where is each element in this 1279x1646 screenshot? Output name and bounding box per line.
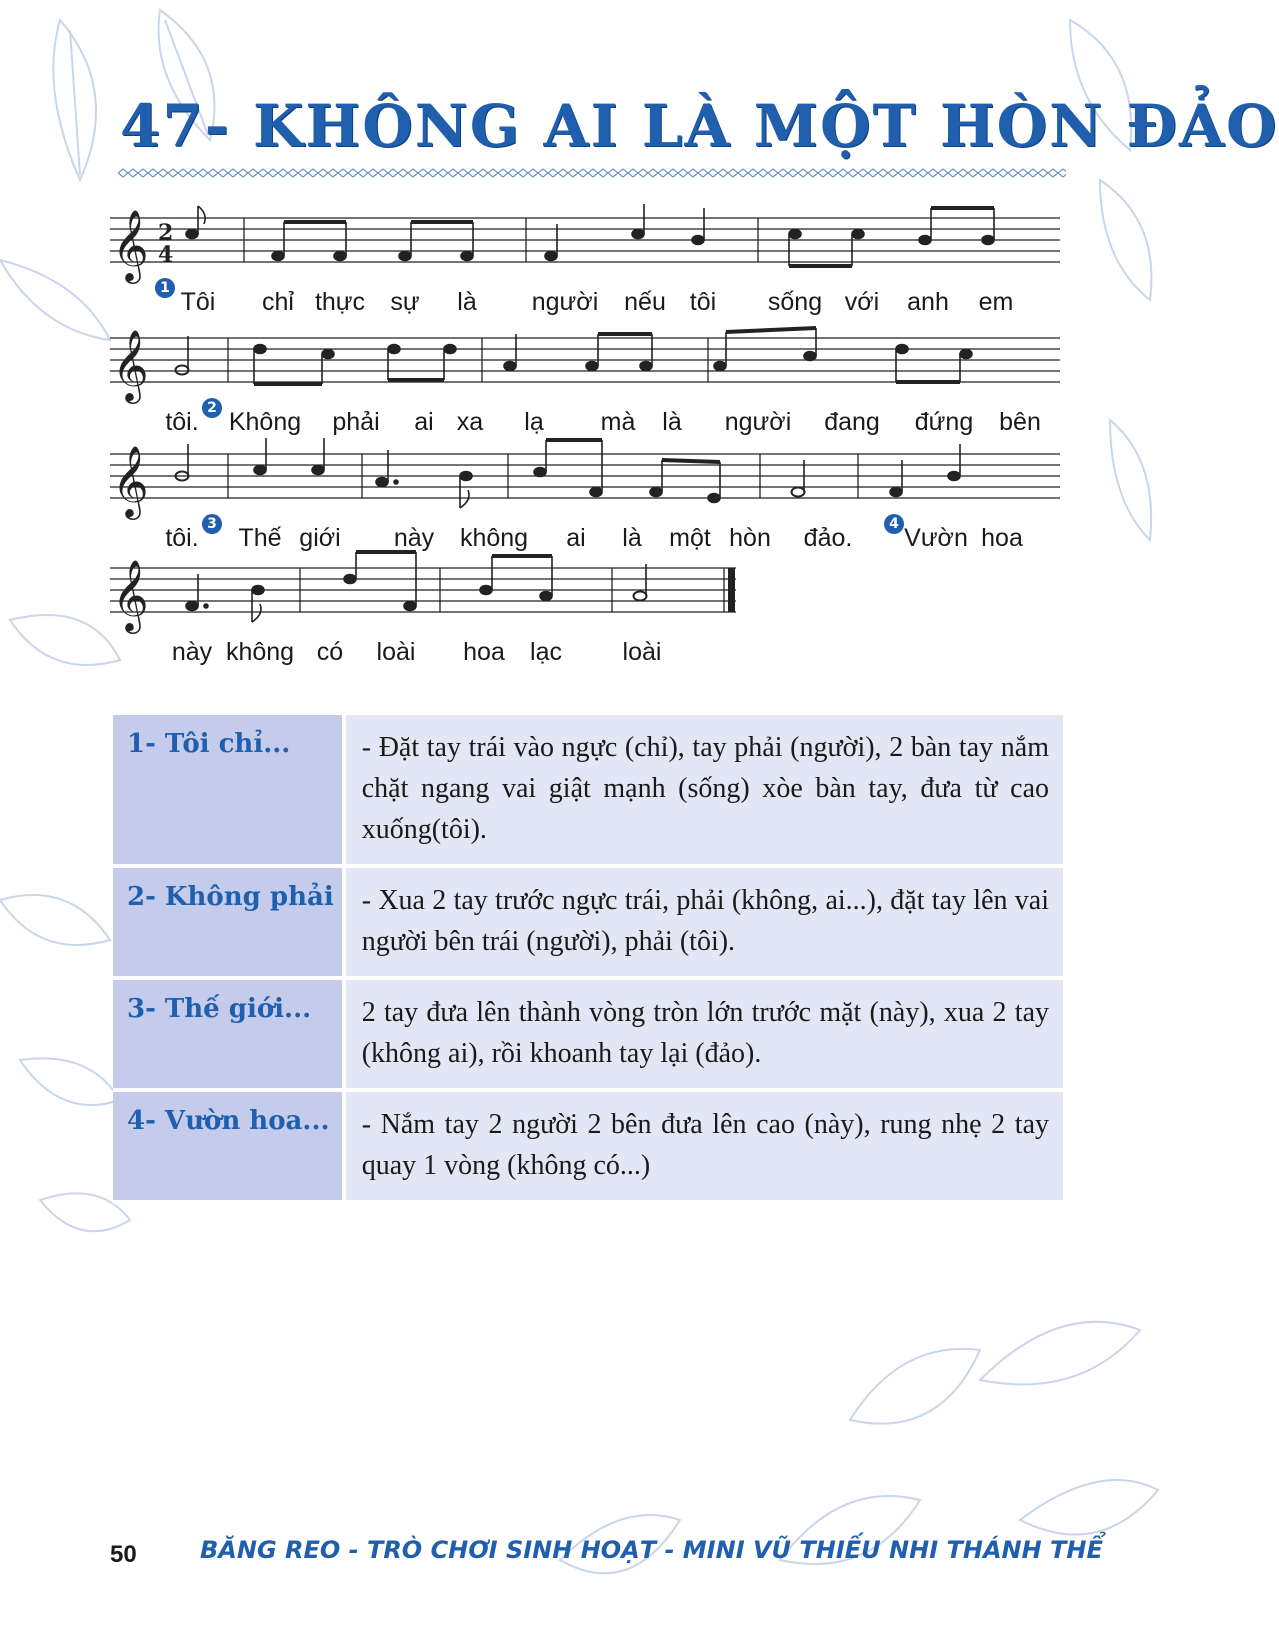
lyric-syllable: có bbox=[316, 638, 344, 666]
lyric-syllable: đang bbox=[824, 408, 880, 436]
verse-marker-3: 3 bbox=[202, 514, 222, 534]
music-staff-2 bbox=[110, 316, 1060, 436]
lyric-syllable: không bbox=[225, 638, 295, 666]
page-number: 50 bbox=[110, 1541, 137, 1568]
lyric-syllable: sự bbox=[390, 288, 420, 316]
music-staff-4 bbox=[110, 546, 760, 666]
song-title: 47- KHÔNG AI LÀ MỘT HÒN ĐẢO bbox=[120, 92, 1279, 160]
lyric-syllable: anh bbox=[907, 288, 949, 316]
action-label: 3- Thế giới... bbox=[113, 980, 346, 1092]
action-row-2 bbox=[113, 868, 1063, 980]
footer-book-title: BĂNG REO - TRÒ CHƠI SINH HOẠT - MINI VŨ THIẾU NHI THÁNH THỂ bbox=[200, 1536, 1103, 1564]
action-row-4 bbox=[113, 1092, 1063, 1204]
title-underline-decoration bbox=[118, 168, 1066, 178]
lyric-syllable: Vườn bbox=[904, 524, 968, 552]
lyric-syllable: lạc bbox=[530, 638, 562, 666]
lyric-syllable: là bbox=[622, 524, 642, 552]
action-row-3 bbox=[113, 980, 1063, 1092]
lyric-syllable: đảo. bbox=[803, 524, 853, 552]
lyric-syllable: người bbox=[724, 408, 792, 436]
lyric-syllable: ai bbox=[566, 524, 586, 552]
action-description: - Đặt tay trái vào ngực (chỉ), tay phải (người), 2 bàn tay nắm chặt ngang vai giật mạnh (sống) xòe bàn tay, đưa từ cao xuống(tôi). bbox=[346, 715, 1063, 868]
lyrics-line-1 bbox=[110, 196, 1060, 316]
action-description: - Xua 2 tay trước ngực trái, phải (không, ai...), đặt tay lên vai người bên trái (người), phải (tôi). bbox=[346, 868, 1063, 980]
lyric-syllable: nếu bbox=[624, 288, 666, 316]
action-label: 2- Không phải bbox=[113, 868, 346, 980]
lyric-syllable: ai bbox=[414, 408, 434, 436]
lyric-syllable: giới bbox=[299, 524, 341, 552]
lyric-syllable: hoa bbox=[463, 638, 505, 666]
lyric-syllable: với bbox=[844, 288, 880, 316]
lyric-syllable: tôi. bbox=[165, 524, 199, 552]
lyric-syllable: chỉ bbox=[262, 288, 294, 316]
treble-clef-icon: 𝄞 bbox=[112, 558, 149, 631]
verse-marker-1: 1 bbox=[155, 278, 175, 298]
time-signature-bottom: 4 bbox=[158, 242, 174, 268]
lyric-syllable: hoa bbox=[981, 524, 1023, 552]
lyric-syllable: tôi. bbox=[165, 408, 199, 436]
lyric-syllable: bên bbox=[999, 408, 1041, 436]
lyric-syllable: hòn bbox=[729, 524, 771, 552]
lyric-syllable: loài bbox=[376, 638, 416, 666]
actions-table bbox=[113, 715, 1063, 1204]
verse-marker-4: 4 bbox=[884, 514, 904, 534]
lyric-syllable: Tôi bbox=[180, 288, 216, 316]
lyric-syllable: xa bbox=[456, 408, 484, 436]
lyric-syllable: mà bbox=[600, 408, 636, 436]
lyric-syllable: thực bbox=[314, 288, 366, 316]
lyric-syllable: sống bbox=[767, 288, 823, 316]
treble-clef-icon: 𝄞 bbox=[112, 328, 149, 401]
lyric-syllable: lạ bbox=[524, 408, 544, 436]
lyric-syllable: phải bbox=[332, 408, 380, 436]
lyric-syllable: em bbox=[978, 288, 1014, 316]
time-signature-top: 2 bbox=[158, 220, 174, 246]
action-description: 2 tay đưa lên thành vòng tròn lớn trước mặt (này), xua 2 tay (không ai), rồi khoanh tay lại (đảo). bbox=[346, 980, 1063, 1092]
lyric-syllable: loài bbox=[622, 638, 662, 666]
action-label: 4- Vườn hoa... bbox=[113, 1092, 346, 1204]
verse-marker-2: 2 bbox=[202, 398, 222, 418]
treble-clef-icon: 𝄞 bbox=[112, 208, 149, 281]
lyric-syllable: này bbox=[171, 638, 213, 666]
lyric-syllable: người bbox=[531, 288, 599, 316]
lyric-syllable: là bbox=[662, 408, 682, 436]
action-label: 1- Tôi chỉ... bbox=[113, 715, 346, 868]
lyric-syllable: một bbox=[669, 524, 711, 552]
lyric-syllable: này bbox=[393, 524, 435, 552]
treble-clef-icon: 𝄞 bbox=[112, 444, 149, 517]
lyric-syllable: Không bbox=[228, 408, 302, 436]
lyric-syllable: không bbox=[459, 524, 529, 552]
lyric-syllable: đứng bbox=[914, 408, 974, 436]
action-row-1 bbox=[113, 715, 1063, 868]
lyric-syllable: là bbox=[457, 288, 477, 316]
action-description: - Nắm tay 2 người 2 bên đưa lên cao (này), rung nhẹ 2 tay quay 1 vòng (không có...) bbox=[346, 1092, 1063, 1204]
music-staff-3 bbox=[110, 432, 1060, 552]
lyric-syllable: tôi bbox=[689, 288, 717, 316]
lyric-syllable: Thế bbox=[238, 524, 282, 552]
